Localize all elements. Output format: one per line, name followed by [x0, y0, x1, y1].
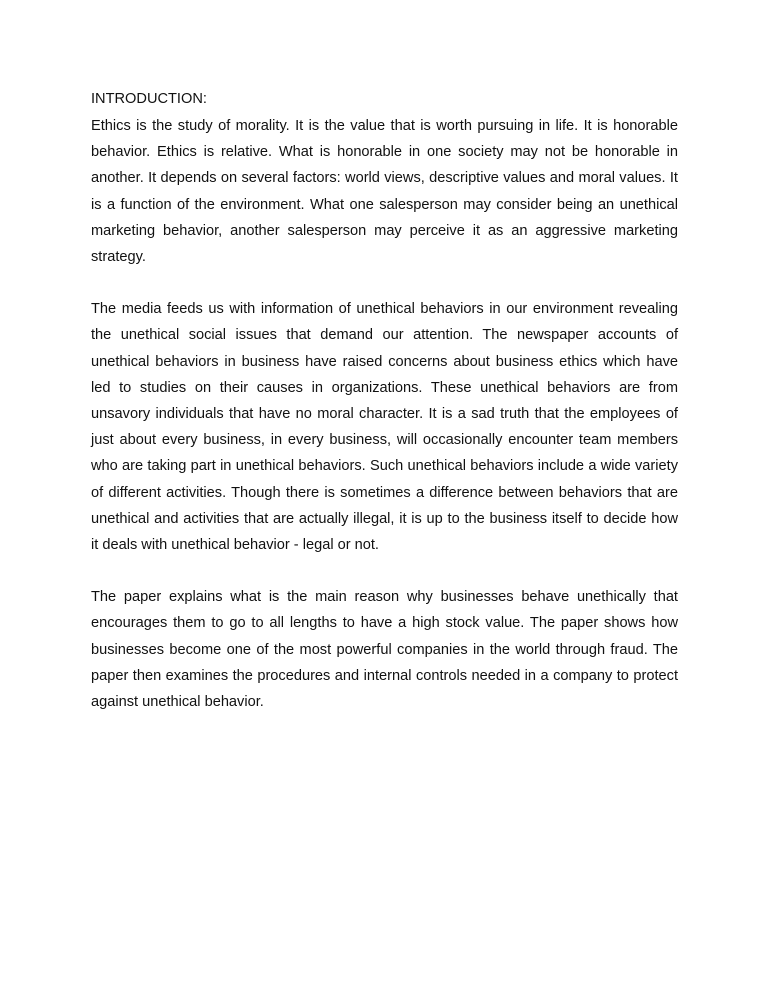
section-heading: INTRODUCTION: [91, 91, 207, 107]
paragraph-1: Ethics is the study of morality. It is the value that is worth pursuing in life. It is honorable behavior. Ethics is relative. What is honorable in one society may not be honorable in another. It depends on several factors: world views, descriptive values and moral values. It is a function of the environment. What one salesperson may consider being an unethical marketing behavior, another salesperson may perceive it as an aggressive marketing strategy. [91, 118, 678, 266]
document-body [91, 89, 678, 741]
paragraph-3: The paper explains what is the main reason why businesses behave unethically that encourages them to go to all lengths to have a high stock value. The paper shows how businesses become one of the most powerful companies in the world through fraud. The paper then examines the procedures and internal controls needed in a company to protect against unethical behavior. [91, 589, 678, 711]
paragraph-2: The media feeds us with information of unethical behaviors in our environment revealing the unethical social issues that demand our attention. The newspaper accounts of unethical behaviors in business have raised concerns about business ethics which have led to studies on their causes in organizations. These unethical behaviors are from unsavory individuals that have no moral character. It is a sad truth that the employees of just about every business, in every business, will occasionally encounter team members who are taking part in unethical behaviors. Such unethical behaviors include a wide variety of different activities. Though there is sometimes a difference between behaviors that are unethical and activities that are actually illegal, it is up to the business itself to decide how it deals with unethical behavior - legal or not. [91, 301, 678, 554]
